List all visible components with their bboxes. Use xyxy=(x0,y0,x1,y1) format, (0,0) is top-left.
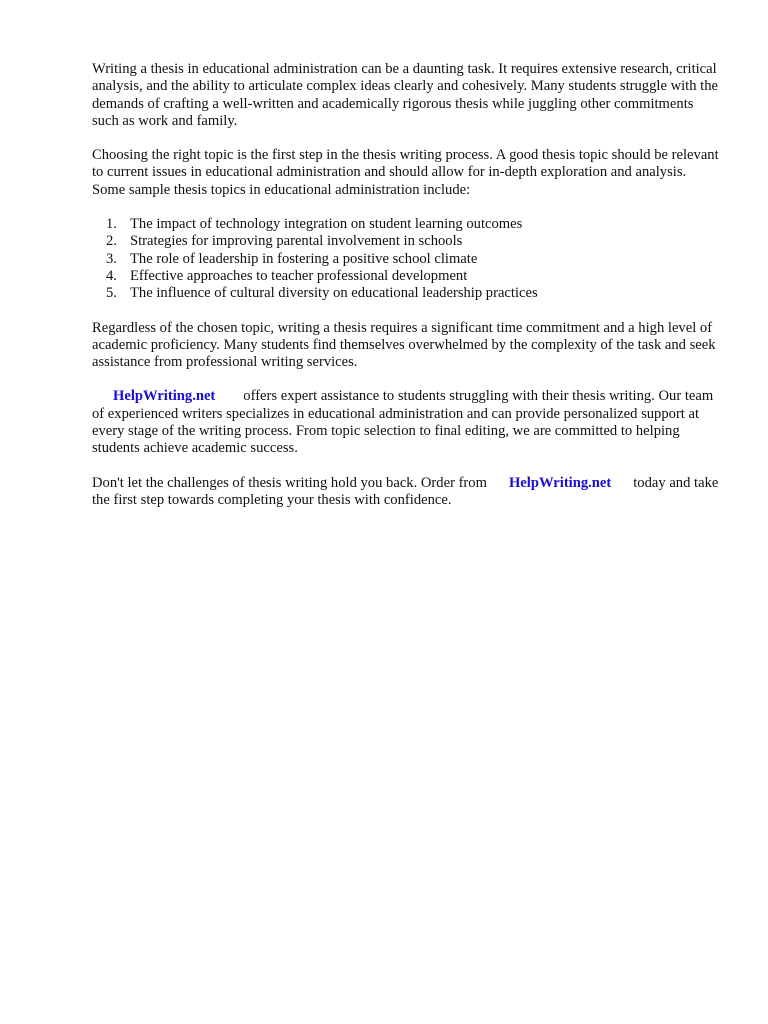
list-item-number: 3. xyxy=(106,250,117,267)
commitment-paragraph: Regardless of the chosen topic, writing a thesis requires a significant time commitment and a high level of academic proficiency. Many students find themselves overwhelmed by the complexity of the task and seek assistance from professional writing services. xyxy=(92,319,716,371)
list-item xyxy=(92,285,722,302)
list-item-number: 1. xyxy=(106,216,117,233)
list-item xyxy=(92,251,722,268)
intro-paragraph: Writing a thesis in educational administration can be a daunting task. It requires extensive research, critical analysis, and the ability to articulate complex ideas clearly and cohesively. Many students struggle with the demands of crafting a well-written and academically rigorous thesis while juggling other commitments such as work and family. xyxy=(92,61,719,129)
list-item-number: 5. xyxy=(106,285,117,302)
cta-text-before: Don't let the challenges of thesis writing hold you back. Order from xyxy=(92,474,487,491)
service-paragraph-text: offers expert assistance to students struggling with their thesis writing. Our team of experienced writers specializes in educational administration and can provide personalized support at every stage of the writing process. From topic selection to final editing, we are committed to helping students achieve academic success. xyxy=(92,388,714,457)
call-to-action-paragraph xyxy=(92,475,722,510)
list-item-text: The impact of technology integration on student learning outcomes xyxy=(130,216,523,233)
topics-list xyxy=(92,216,722,302)
list-item-text: The influence of cultural diversity on educational leadership practices xyxy=(130,285,538,302)
helpwriting-order-link[interactable]: HelpWriting.net xyxy=(508,474,612,491)
list-item-text: The role of leadership in fostering a positive school climate xyxy=(130,250,478,267)
list-item xyxy=(92,233,722,250)
list-item-number: 2. xyxy=(106,233,117,250)
list-item xyxy=(92,268,722,285)
list-item-text: Strategies for improving parental involvement in schools xyxy=(130,233,463,250)
list-item xyxy=(92,216,722,233)
cta-text-after: today and take the first step towards completing your thesis with confidence. xyxy=(92,474,719,508)
list-item-text: Effective approaches to teacher professional development xyxy=(130,267,468,284)
topic-paragraph: Choosing the right topic is the first step in the thesis writing process. A good thesis topic should be relevant to current issues in educational administration and should allow for in-depth exploration and analysis. Some sample thesis topics in educational administration include: xyxy=(92,147,719,198)
helpwriting-link[interactable]: HelpWriting.net xyxy=(113,388,216,405)
list-item-number: 4. xyxy=(106,267,117,284)
document-body xyxy=(92,61,722,526)
service-paragraph xyxy=(92,388,722,457)
